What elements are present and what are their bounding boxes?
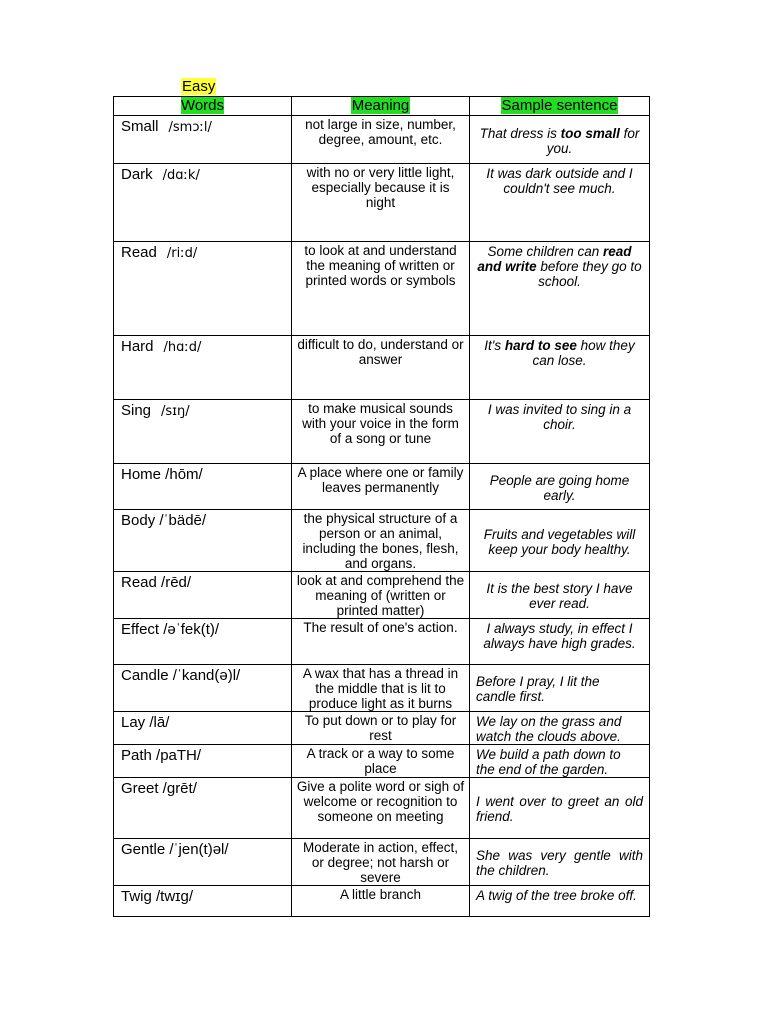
sentence-cell: She was very gentle with the children. xyxy=(470,839,650,886)
word-cell: Effect /əˈfek(t)/ xyxy=(114,619,292,665)
sentence-cell: It is the best story I have ever read. xyxy=(470,572,650,619)
table-row xyxy=(114,778,650,839)
word-cell: Candle /ˈkand(ə)l/ xyxy=(114,665,292,712)
header-words: Words xyxy=(114,97,292,116)
table-row xyxy=(114,400,650,464)
table-row xyxy=(114,886,650,917)
sentence-cell: Some children can read and write before they go to school. xyxy=(470,242,650,336)
header-sample-sentence: Sample sentence xyxy=(470,97,650,116)
word-cell: Body /ˈbädē/ xyxy=(114,510,292,572)
sentence-cell: I went over to greet an old friend. xyxy=(470,778,650,839)
table-row xyxy=(114,572,650,619)
word-cell: Small /smɔːl/ xyxy=(114,116,292,164)
meaning-cell: A wax that has a thread in the middle that is lit to produce light as it burns xyxy=(292,665,470,712)
sentence-cell: People are going home early. xyxy=(470,464,650,510)
word-cell: Twig /twɪg/ xyxy=(114,886,292,917)
sentence-cell: We build a path down to the end of the garden. xyxy=(470,745,650,778)
word-cell: Dark /dɑːk/ xyxy=(114,164,292,242)
sentence-cell: It was dark outside and I couldn't see much. xyxy=(470,164,650,242)
meaning-cell: the physical structure of a person or an animal, including the bones, flesh, and organs. xyxy=(292,510,470,572)
sentence-cell: I always study, in effect I always have high grades. xyxy=(470,619,650,665)
table-row xyxy=(114,242,650,336)
sentence-cell: I was invited to sing in a choir. xyxy=(470,400,650,464)
table-row xyxy=(114,839,650,886)
meaning-cell: look at and comprehend the meaning of (written or printed matter) xyxy=(292,572,470,619)
table-row xyxy=(114,510,650,572)
table-row xyxy=(114,745,650,778)
sentence-cell: It's hard to see how they can lose. xyxy=(470,336,650,400)
sentence-cell: A twig of the tree broke off. xyxy=(470,886,650,917)
sentence-cell: We lay on the grass and watch the clouds above. xyxy=(470,712,650,745)
table-row xyxy=(114,665,650,712)
word-cell: Lay /lā/ xyxy=(114,712,292,745)
sentence-cell: That dress is too small for you. xyxy=(470,116,650,164)
table-row xyxy=(114,712,650,745)
header-meaning: Meaning xyxy=(292,97,470,116)
word-cell: Hard /hɑːd/ xyxy=(114,336,292,400)
table-row xyxy=(114,164,650,242)
meaning-cell: Give a polite word or sigh of welcome or recognition to someone on meeting xyxy=(292,778,470,839)
header-row xyxy=(114,97,650,116)
vocabulary-table xyxy=(113,96,650,917)
word-cell: Home /hōm/ xyxy=(114,464,292,510)
meaning-cell: with no or very little light, especially because it is night xyxy=(292,164,470,242)
table-row xyxy=(114,619,650,665)
meaning-cell: to look at and understand the meaning of written or printed words or symbols xyxy=(292,242,470,336)
meaning-cell: To put down or to play for rest xyxy=(292,712,470,745)
word-cell: Path /paTH/ xyxy=(114,745,292,778)
meaning-cell: difficult to do, understand or answer xyxy=(292,336,470,400)
meaning-cell: Moderate in action, effect, or degree; not harsh or severe xyxy=(292,839,470,886)
word-cell: Sing /sɪŋ/ xyxy=(114,400,292,464)
word-cell: Read /riːd/ xyxy=(114,242,292,336)
meaning-cell: to make musical sounds with your voice in the form of a song or tune xyxy=(292,400,470,464)
table-row xyxy=(114,336,650,400)
meaning-cell: A little branch xyxy=(292,886,470,917)
word-cell: Gentle /ˈjen(t)əl/ xyxy=(114,839,292,886)
word-cell: Greet /grēt/ xyxy=(114,778,292,839)
table-row xyxy=(114,116,650,164)
word-cell: Read /rēd/ xyxy=(114,572,292,619)
meaning-cell: A track or a way to some place xyxy=(292,745,470,778)
sentence-cell: Before I pray, I lit the candle first. xyxy=(470,665,650,712)
meaning-cell: The result of one's action. xyxy=(292,619,470,665)
sentence-cell: Fruits and vegetables will keep your body healthy. xyxy=(470,510,650,572)
meaning-cell: not large in size, number, degree, amount, etc. xyxy=(292,116,470,164)
table-row xyxy=(114,464,650,510)
meaning-cell: A place where one or family leaves permanently xyxy=(292,464,470,510)
table-title: Easy xyxy=(182,78,216,95)
